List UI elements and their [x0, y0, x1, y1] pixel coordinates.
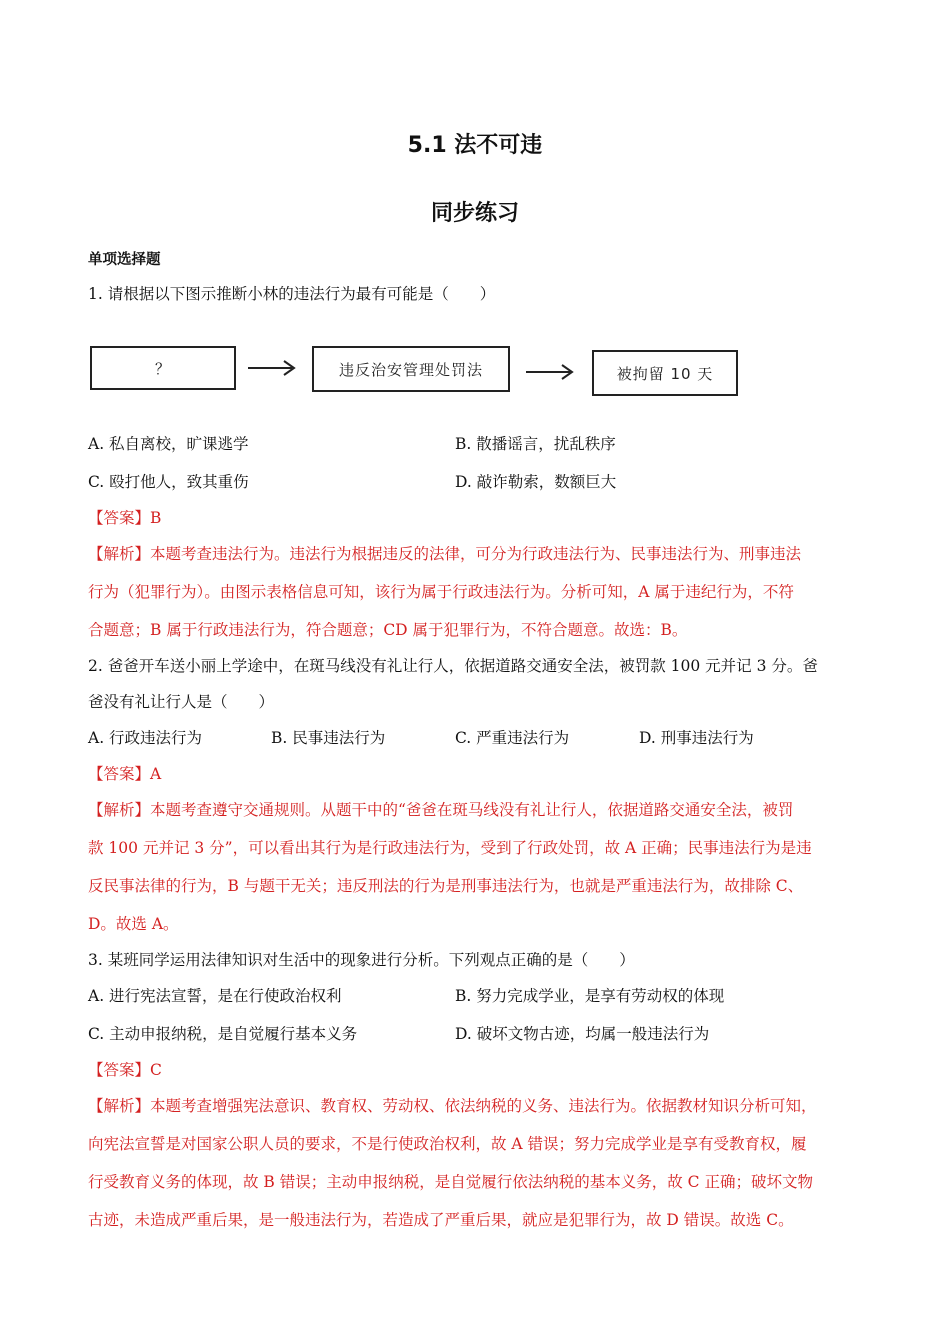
q2-option-b: B. 民事违法行为 — [271, 729, 386, 747]
section-label: 单项选择题 — [88, 252, 161, 268]
diagram-box-penalty: 被拘留 10 天 — [592, 350, 738, 396]
question-2-stem: 爸没有礼让行人是（ ） — [88, 693, 275, 711]
q3-option-c: C. 主动申报纳税，是自觉履行基本义务 — [88, 1025, 358, 1043]
q2-answer: 【答案】A — [88, 765, 162, 783]
question-3-stem: 3. 某班同学运用法律知识对生活中的现象进行分析。下列观点正确的是（ ） — [88, 951, 635, 969]
q1-option-c: C. 殴打他人，致其重伤 — [88, 473, 249, 491]
q3-analysis-line: 行受教育义务的体现，故 B 错误；主动申报纳税，是自觉履行依法纳税的基本义务，故 C 正确；破坏文物 — [88, 1173, 813, 1191]
q1-analysis-line: 合题意；B 属于行政违法行为，符合题意；CD 属于犯罪行为，不符合题意。故选：B。 — [88, 621, 688, 639]
q3-analysis-line: 【解析】本题考查增强宪法意识、教育权、劳动权、依法纳税的义务、违法行为。依据教材知识分析可知， — [88, 1097, 817, 1115]
q1-analysis-line: 【解析】本题考查违法行为。违法行为根据违反的法律，可分为行政违法行为、民事违法行为、刑事违法 — [88, 545, 802, 563]
q1-analysis-line: 行为（犯罪行为）。由图示表格信息可知，该行为属于行政违法行为。分析可知，A 属于违纪行为，不符 — [88, 583, 794, 601]
page-subtitle: 同步练习 — [430, 201, 519, 226]
q1-option-b: B. 散播谣言，扰乱秩序 — [455, 435, 616, 453]
question-2-stem: 2. 爸爸开车送小丽上学途中，在斑马线没有礼让行人，依据道路交通安全法，被罚款 100 元并记 3 分。爸 — [88, 657, 818, 675]
q2-analysis-line: D。故选 A。 — [88, 915, 179, 933]
q3-analysis-line: 古迹，未造成严重后果，是一般违法行为，若造成了严重后果，就应是犯罪行为，故 D 错误。故选 C。 — [88, 1211, 794, 1229]
q2-option-a: A. 行政违法行为 — [88, 729, 203, 747]
page-title: 5.1 法不可违 — [407, 133, 543, 158]
q3-option-d: D. 破坏文物古迹，均属一般违法行为 — [455, 1025, 710, 1043]
q2-option-c: C. 严重违法行为 — [455, 729, 570, 747]
right-arrow-icon — [524, 362, 576, 382]
q1-option-d: D. 敲诈勒索，数额巨大 — [455, 473, 617, 491]
q3-option-a: A. 进行宪法宣誓，是在行使政治权利 — [88, 987, 342, 1005]
question-1-stem: 1. 请根据以下图示推断小林的违法行为最有可能是（ ） — [88, 285, 496, 303]
diagram-box-law: 违反治安管理处罚法 — [312, 346, 510, 392]
q3-analysis-line: 向宪法宣誓是对国家公职人员的要求，不是行使政治权利，故 A 错误；努力完成学业是享有受教育权，履 — [88, 1135, 807, 1153]
q2-option-d: D. 刑事违法行为 — [639, 729, 754, 747]
q2-analysis-line: 反民事法律的行为，B 与题干无关；违反刑法的行为是刑事违法行为，也就是严重违法行为，故排除 C、 — [88, 877, 804, 895]
right-arrow-icon — [246, 358, 298, 378]
q2-analysis-line: 款 100 元并记 3 分”，可以看出其行为是行政违法行为，受到了行政处罚，故 A 正确；民事违法行为是违 — [88, 839, 812, 857]
diagram-box-unknown: ？ — [90, 346, 236, 390]
q1-option-a: A. 私自离校，旷课逃学 — [88, 435, 249, 453]
q3-option-b: B. 努力完成学业，是享有劳动权的体现 — [455, 987, 725, 1005]
q2-analysis-line: 【解析】本题考查遵守交通规则。从题干中的“爸爸在斑马线没有礼让行人，依据道路交通安全法，被罚 — [88, 801, 794, 819]
q1-answer: 【答案】B — [88, 509, 162, 527]
q3-answer: 【答案】C — [88, 1061, 162, 1079]
